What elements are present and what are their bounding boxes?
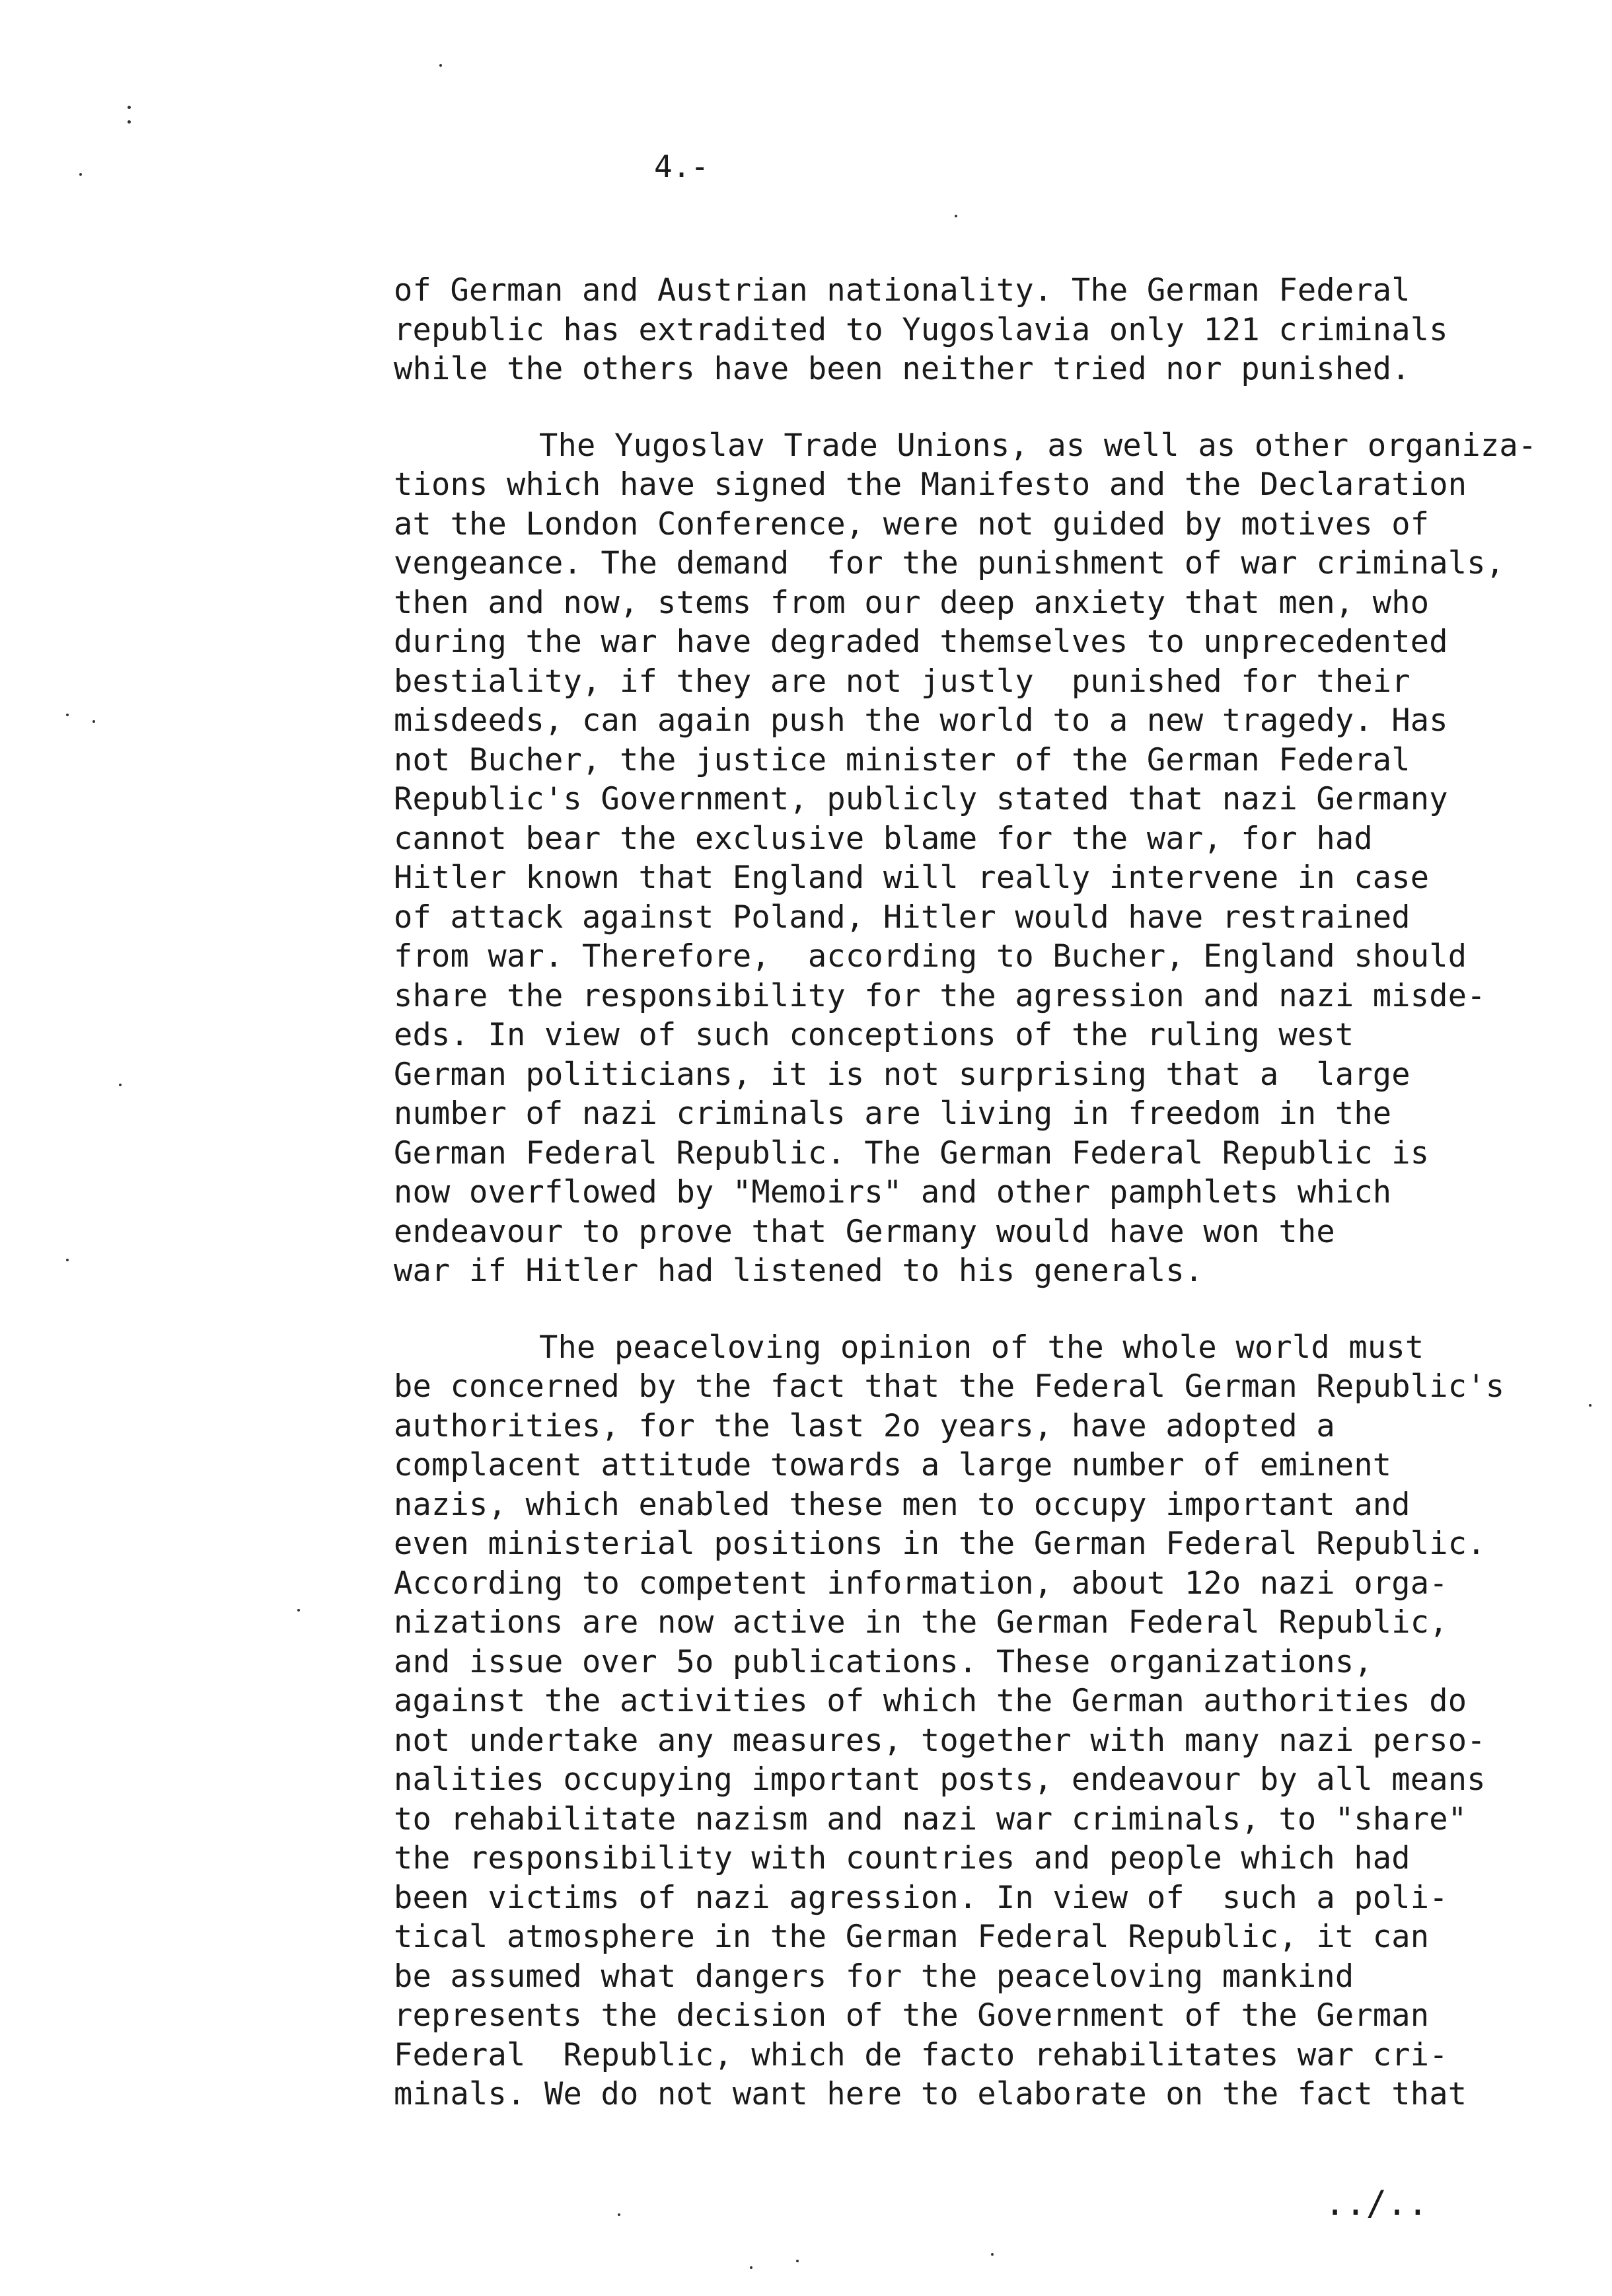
- text-line: share the responsibility for the agression and nazi misde-: [394, 977, 1486, 1014]
- scan-speck: [128, 120, 131, 124]
- text-line: German politicians, it is not surprising that a large: [394, 1056, 1410, 1093]
- text-line: The peaceloving opinion of the whole world must: [539, 1329, 1424, 1366]
- text-line: the responsibility with countries and people which had: [394, 1840, 1410, 1876]
- text-line: Republic's Government, publicly stated that nazi Germany: [394, 781, 1448, 817]
- document-body: [394, 271, 1603, 2151]
- text-line: during the war have degraded themselves to unprecedented: [394, 624, 1448, 660]
- text-line: authorities, for the last 2o years, have adopted a: [394, 1407, 1335, 1444]
- text-line: war if Hitler had listened to his generals.: [394, 1253, 1204, 1289]
- text-line: eds. In view of such conceptions of the ruling west: [394, 1017, 1354, 1053]
- text-line: been victims of nazi agression. In view of such a poli-: [394, 1879, 1448, 1916]
- text-line: of attack against Poland, Hitler would have restrained: [394, 899, 1410, 936]
- text-line: Federal Republic, which de facto rehabilitates war cri-: [394, 2036, 1448, 2073]
- text-line: tions which have signed the Manifesto and the Declaration: [394, 466, 1467, 503]
- text-line: bestiality, if they are not justly punished for their: [394, 663, 1410, 700]
- paragraph-1: [394, 271, 1603, 389]
- text-line: be concerned by the fact that the Federal German Republic's: [394, 1368, 1505, 1405]
- scan-speck: [796, 2260, 799, 2262]
- scan-speck: [92, 720, 95, 723]
- scan-speck: [66, 1259, 69, 1261]
- text-line: According to competent information, about 12o nazi orga-: [394, 1565, 1448, 1602]
- text-line: republic has extradited to Yugoslavia only 121 criminals: [394, 311, 1448, 348]
- text-line: complacent attitude towards a large number of eminent: [394, 1447, 1392, 1483]
- scan-speck: [439, 64, 442, 67]
- scan-speck: [991, 2253, 994, 2256]
- scan-speck: [750, 2266, 752, 2269]
- page-number: 4.-: [654, 149, 710, 184]
- text-line: nalities occupying important posts, endeavour by all means: [394, 1761, 1486, 1798]
- scan-speck: [618, 2213, 620, 2216]
- scan-speck: [128, 106, 131, 109]
- text-line: and issue over 5o publications. These organizations,: [394, 1643, 1373, 1680]
- text-line: of German and Austrian nationality. The German Federal: [394, 272, 1410, 309]
- continuation-mark: ../..: [1325, 2184, 1428, 2223]
- text-line: now overflowed by "Memoirs" and other pamphlets which: [394, 1174, 1392, 1210]
- text-line: be assumed what dangers for the peaceloving mankind: [394, 1958, 1354, 1995]
- text-line: tical atmosphere in the German Federal Republic, it can: [394, 1919, 1430, 1955]
- text-line: vengeance. The demand for the punishment of war criminals,: [394, 545, 1505, 581]
- text-line: minals. We do not want here to elaborate on the fact that: [394, 2076, 1467, 2112]
- scan-speck: [955, 215, 957, 217]
- text-line: The Yugoslav Trade Unions, as well as other organiza-: [539, 427, 1537, 464]
- text-line: not undertake any measures, together with many nazi perso-: [394, 1722, 1486, 1759]
- text-line: at the London Conference, were not guided by motives of: [394, 505, 1430, 542]
- text-line: cannot bear the exclusive blame for the war, for had: [394, 820, 1373, 857]
- scan-speck: [79, 173, 82, 176]
- text-line: against the activities of which the German authorities do: [394, 1683, 1467, 1719]
- text-line: to rehabilitate nazism and nazi war criminals, to "share": [394, 1800, 1467, 1837]
- text-line: German Federal Republic. The German Federal Republic is: [394, 1134, 1430, 1171]
- scan-speck: [119, 1084, 122, 1086]
- text-line: endeavour to prove that Germany would have won the: [394, 1213, 1335, 1250]
- scan-speck: [297, 1609, 300, 1611]
- text-line: misdeeds, can again push the world to a new tragedy. Has: [394, 702, 1448, 739]
- text-line: not Bucher, the justice minister of the German Federal: [394, 741, 1410, 778]
- text-line: number of nazi criminals are living in freedom in the: [394, 1095, 1392, 1132]
- text-line: while the others have been neither tried nor punished.: [394, 351, 1410, 387]
- paragraph-3: [394, 1328, 1603, 2114]
- text-line: then and now, stems from our deep anxiety that men, who: [394, 584, 1430, 621]
- text-line: nazis, which enabled these men to occupy important and: [394, 1486, 1410, 1523]
- scan-speck: [66, 714, 69, 716]
- text-line: even ministerial positions in the German Federal Republic.: [394, 1526, 1486, 1562]
- text-line: from war. Therefore, according to Bucher, England should: [394, 938, 1467, 975]
- text-line: Hitler known that England will really intervene in case: [394, 860, 1430, 896]
- paragraph-2: [394, 426, 1603, 1291]
- scan-speck: [1589, 1404, 1592, 1407]
- text-line: represents the decision of the Government of the German: [394, 1997, 1430, 2034]
- text-line: nizations are now active in the German Federal Republic,: [394, 1604, 1448, 1641]
